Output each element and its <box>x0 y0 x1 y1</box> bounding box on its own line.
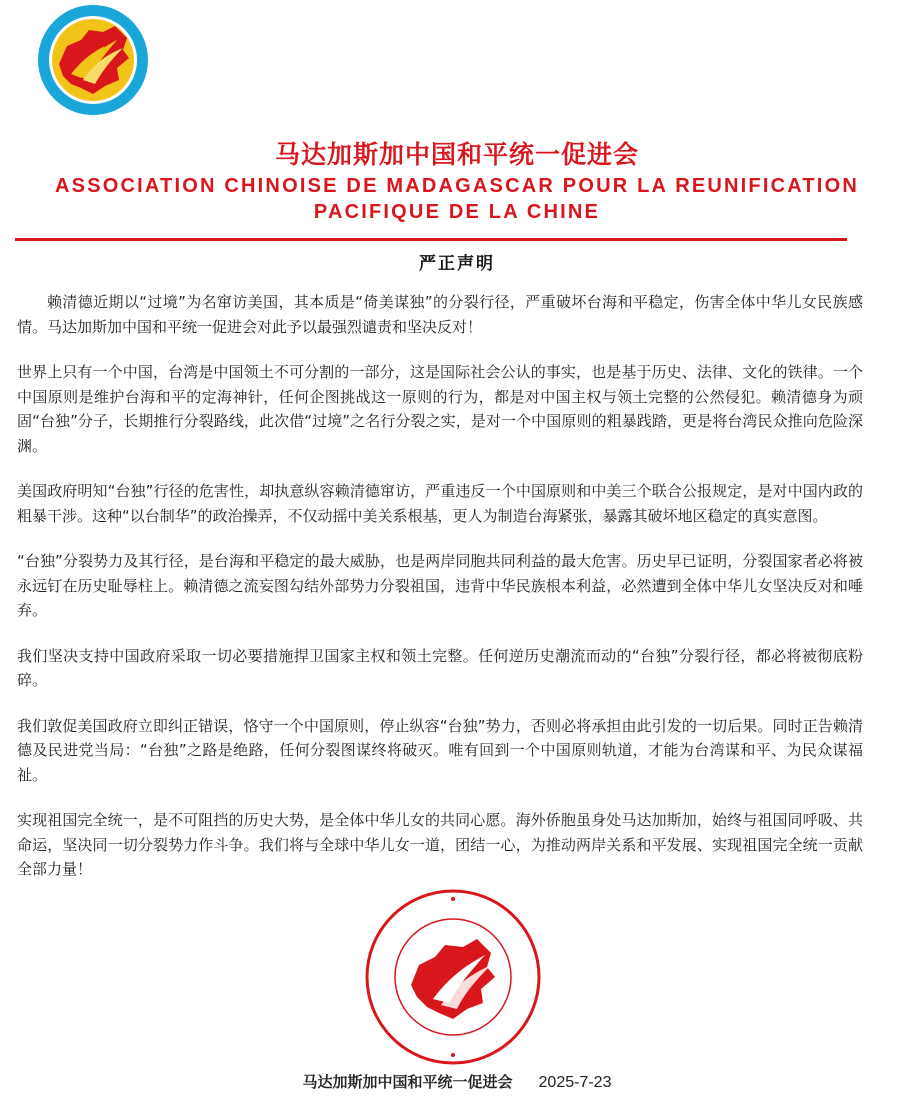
signature-date: 2025-7-23 <box>538 1074 612 1091</box>
paragraph: 世界上只有一个中国，台湾是中国领土不可分割的一部分，这是国际社会公认的事实，也是基于历史、法律、文化的铁律。一个中国原则是维护台海和平的定海神针，任何企图挑战这一原则的行为，都是对中国主权与领土完整的公然侵犯。赖清德身为顽固“台独”分子，长期推行分裂路线，此次借“过境”之名行分裂之实，是对一个中国原则的粗暴践踏，更是将台湾民众推向危险深渊。 <box>17 363 863 455</box>
association-seal-icon <box>363 887 543 1067</box>
signature-org: 马达加斯加中国和平统一促进会 <box>302 1073 513 1091</box>
header-divider <box>15 238 847 241</box>
org-name-cn: 马达加斯加中国和平统一促进会 <box>274 140 639 169</box>
paragraph: 实现祖国完全统一，是不可阻挡的历史大势，是全体中华儿女的共同心愿。海外侨胞虽身处马达加斯加，始终与祖国同呼吸、共命运，坚决同一切分裂势力作斗争。我们将与全球中华儿女一道，团结一心，为推动两岸关系和平发展、实现祖国完全统一贡献全部力量！ <box>17 811 863 878</box>
paragraph: 美国政府明知“台独”行径的危害性，却执意纵容赖清德窜访，严重违反一个中国原则和中美三个联合公报规定，是对中国内政的粗暴干涉。这种“以台制华”的政治操弄，不仅动摇中美关系根基，更人为制造台海紧张，暴露其破坏地区稳定的真实意图。 <box>17 482 863 525</box>
signature-line <box>0 1071 914 1092</box>
statement-heading: 严正声明 <box>419 254 495 274</box>
paragraph: 我们坚决支持中国政府采取一切必要措施捍卫国家主权和领土完整。任何逆历史潮流而动的“台独”分裂行径，都必将被彻底粉碎。 <box>17 646 863 689</box>
paragraph: 赖清德近期以“过境”为名窜访美国，其本质是“倚美谋独”的分裂行径，严重破坏台海和平稳定，伤害全体中华儿女民族感情。马达加斯加中国和平统一促进会对此予以最强烈谴责和坚决反对！ <box>17 293 863 336</box>
org-name-fr-line2: PACIFIQUE DE LA CHINE <box>313 201 601 223</box>
association-logo-icon <box>31 4 155 116</box>
statement-body <box>17 290 863 903</box>
org-name-fr-line1: ASSOCIATION CHINOISE DE MADAGASCAR POUR LA REUNIFICATION <box>55 175 859 197</box>
paragraph: 我们敦促美国政府立即纠正错误，恪守一个中国原则，停止纵容“台独”势力，否则必将承担由此引发的一切后果。同时正告赖清德及民进党当局：“台独”之路是绝路，任何分裂图谋终将破灭。唯有回到一个中国原则轨道，才能为台湾谋和平、为民众谋福祉。 <box>17 716 863 784</box>
paragraph: “台独”分裂势力及其行径，是台海和平稳定的最大威胁，也是两岸同胞共同利益的最大危害。历史早已证明，分裂国家者必将被永远钉在历史耻辱柱上。赖清德之流妄图勾结外部势力分裂祖国，违背中华民族根本利益，必然遭到全体中华儿女坚决反对和唾弃。 <box>17 552 863 619</box>
